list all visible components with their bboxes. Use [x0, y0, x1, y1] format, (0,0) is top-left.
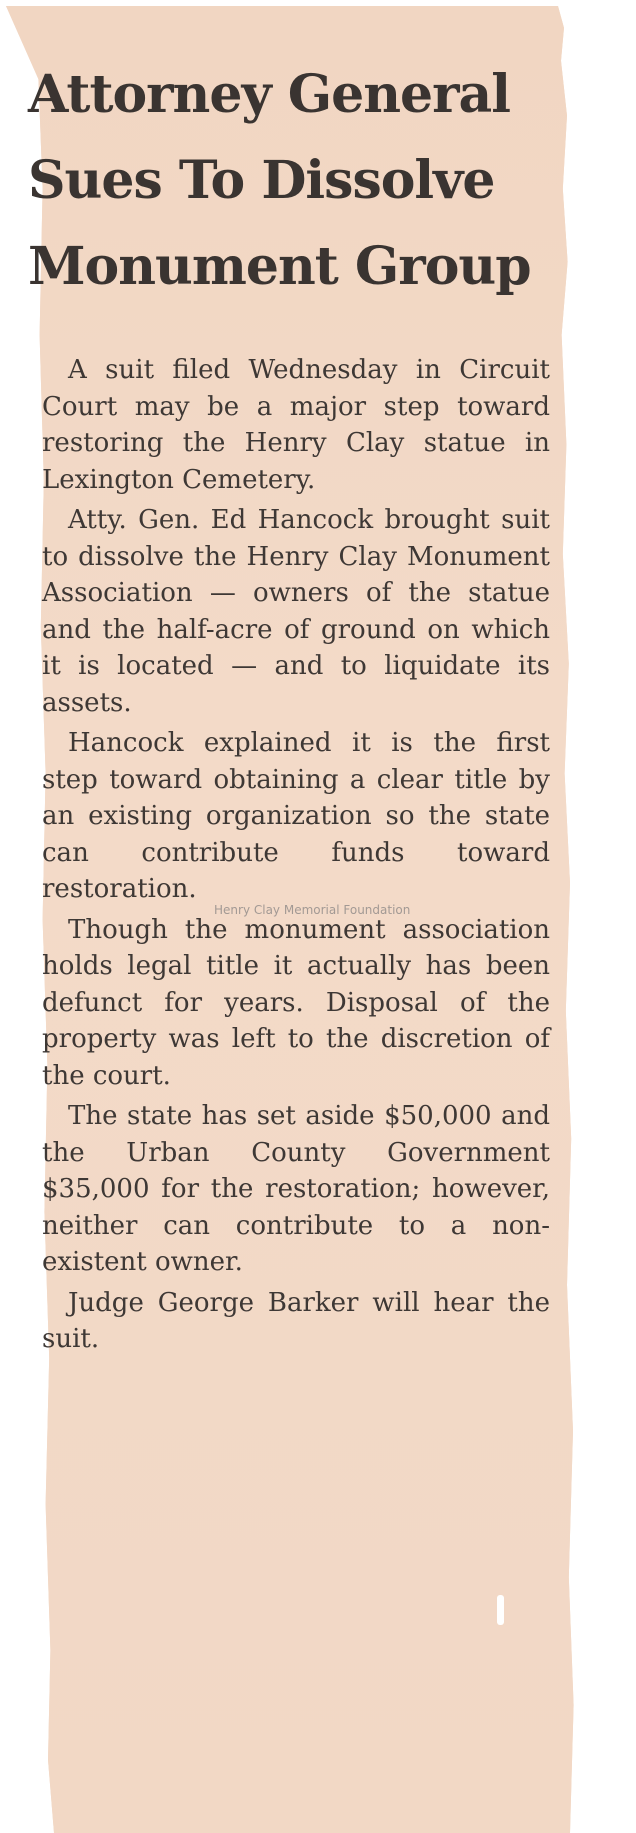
paragraph-5: The state has set aside $50,000 and the Urban County Government $35,000 for the restoration; however, neither can contribute to a non-existent owner. — [42, 1101, 550, 1277]
paragraph-1: A suit filed Wednesday in Circuit Court may be a major step toward restoring the Henry Clay statue in Lexington Cemetery. — [42, 355, 550, 495]
headline-line-3: Monument Group — [28, 236, 531, 297]
watermark-text: Henry Clay Memorial Foundation — [214, 903, 411, 917]
paragraph-6: Judge George Barker will hear the suit. — [42, 1287, 550, 1354]
headline — [28, 52, 548, 310]
article-body — [42, 352, 550, 1362]
paragraph-3: Hancock explained it is the first step toward obtaining a clear title by an existing organization so the state can contribute funds toward restoration. — [42, 728, 550, 904]
paragraph-2: Atty. Gen. Ed Hancock brought suit to dissolve the Henry Clay Monument Association — owners of the statue and the half-acre of ground on which it is located — and to liquidate its assets. — [42, 505, 550, 718]
headline-line-2: Sues To Dissolve — [28, 150, 495, 211]
paper-tear-mark — [497, 1595, 504, 1625]
paragraph-4: Though the monument association holds legal title it actually has been defunct for years. Disposal of the property was left to the discretion of the court. — [42, 914, 550, 1091]
headline-line-1: Attorney General — [28, 64, 510, 125]
